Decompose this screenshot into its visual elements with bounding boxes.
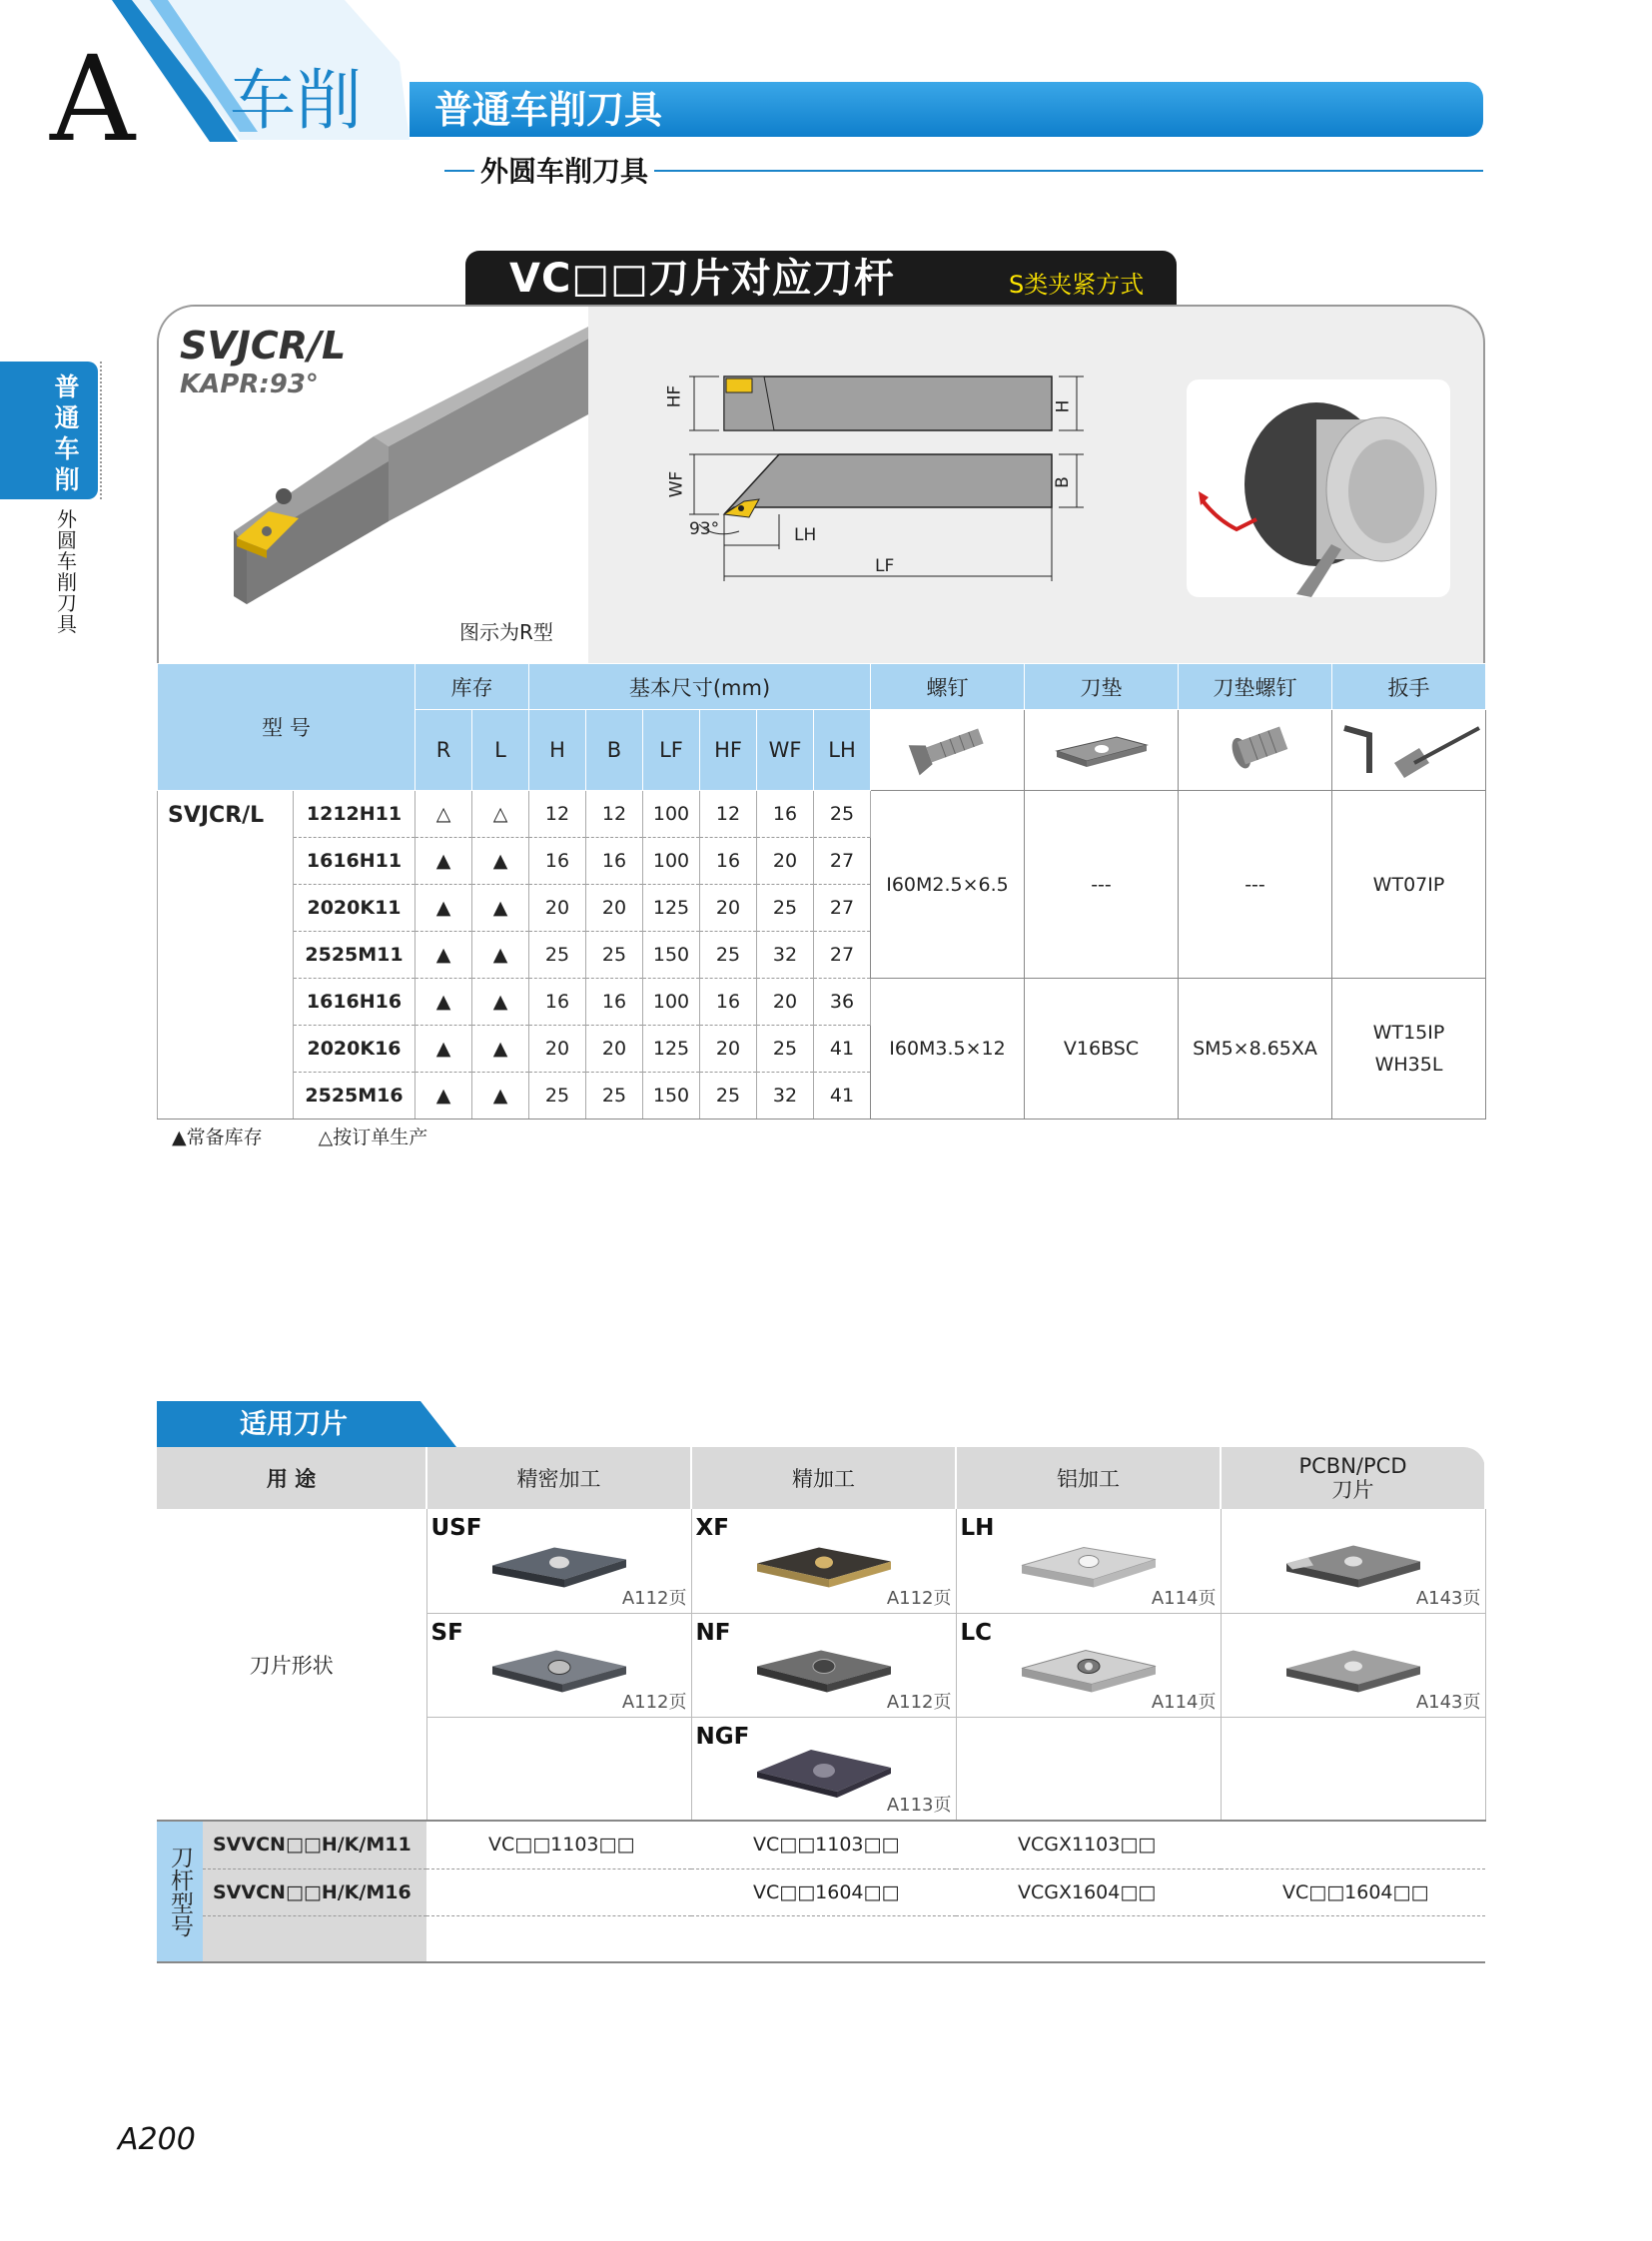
dim-b: B	[1052, 476, 1073, 488]
insert-cell-empty	[426, 1717, 691, 1821]
dim-hf-value: 25	[700, 1073, 757, 1120]
col-lh: LH	[814, 710, 871, 791]
head-shim-screw: 刀垫螺钉	[1179, 664, 1332, 710]
dim-wf-value: 20	[757, 838, 814, 885]
holder-m16-finishing: VC□□1604□□	[691, 1868, 956, 1915]
insert-cell[interactable]	[426, 1613, 691, 1717]
dim-hf-value: 25	[700, 932, 757, 979]
screw-value: I60M3.5×12	[871, 979, 1025, 1120]
insert-page[interactable]: A114页	[1151, 1587, 1217, 1609]
page-subtitle: 外圆车削刀具	[474, 150, 654, 190]
holder-empty-cell	[426, 1915, 691, 1962]
dim-b-value: 25	[586, 1073, 643, 1120]
dim-wf-value: 16	[757, 791, 814, 838]
model-group: SVJCR/L	[158, 791, 294, 1120]
wrench-image	[1332, 710, 1486, 791]
dim-h-value: 25	[529, 932, 586, 979]
shim-screw-value: SM5×8.65XA	[1179, 979, 1332, 1120]
head-pcbn	[1221, 1447, 1485, 1509]
insert-ngf-image	[749, 1742, 899, 1802]
model-code: 1616H16	[294, 979, 415, 1026]
insert-code: USF	[430, 1515, 482, 1541]
stock-r: ▲	[415, 885, 472, 932]
application-image	[1187, 379, 1450, 597]
dim-lh-value: 41	[814, 1073, 871, 1120]
dim-h-value: 12	[529, 791, 586, 838]
insert-lc-image	[1014, 1640, 1164, 1695]
holder-m11-pcbn	[1221, 1822, 1485, 1868]
dim-wf-value: 25	[757, 1026, 814, 1073]
dim-lh-value: 36	[814, 979, 871, 1026]
wrench-value-1: WT15IP	[1372, 1022, 1445, 1044]
insert-nf-image	[749, 1640, 899, 1695]
stock-l: ▲	[472, 885, 529, 932]
insert-page[interactable]: A114页	[1151, 1691, 1217, 1713]
insert-code: SF	[430, 1619, 463, 1646]
shim-screw-image	[1179, 710, 1332, 791]
insert-xf-image	[749, 1536, 899, 1591]
dim-lh-value: 27	[814, 932, 871, 979]
dim-hf-value: 16	[700, 979, 757, 1026]
model-code: 1212H11	[294, 791, 415, 838]
wrench-value: WT07IP	[1332, 791, 1486, 979]
dim-lh-value: 27	[814, 838, 871, 885]
insert-page[interactable]: A143页	[1415, 1587, 1481, 1609]
insert-code: NF	[695, 1619, 731, 1646]
insert-lh-image	[1014, 1536, 1164, 1591]
head-pcbn-line1: PCBN/PCD	[1298, 1454, 1407, 1478]
holder-m11-aluminum: VCGX1103□□	[956, 1822, 1221, 1868]
stock-l: ▲	[472, 838, 529, 885]
insert-code: LC	[960, 1619, 993, 1646]
model-code: 2525M11	[294, 932, 415, 979]
dim-wf-value: 25	[757, 885, 814, 932]
insert-pcbn-image	[1278, 1536, 1428, 1591]
screw-icon	[898, 718, 998, 778]
dim-b-value: 16	[586, 979, 643, 1026]
holder-empty-cell	[691, 1915, 956, 1962]
col-r: R	[415, 710, 472, 791]
stock-r: ▲	[415, 838, 472, 885]
side-tab-sub-label: 外圆车削刀具	[57, 507, 77, 636]
wrench-value-2: WH35L	[1374, 1054, 1443, 1076]
workpiece-illustration	[1187, 379, 1450, 597]
stock-r: △	[415, 791, 472, 838]
spec-row	[158, 791, 1486, 838]
dim-lf-value: 100	[643, 979, 700, 1026]
insert-cell[interactable]	[956, 1509, 1221, 1613]
model-code: 2020K11	[294, 885, 415, 932]
dim-wf-value: 20	[757, 979, 814, 1026]
head-finishing: 精加工	[691, 1447, 956, 1509]
insert-cell[interactable]	[1221, 1509, 1485, 1613]
insert-cell[interactable]	[956, 1613, 1221, 1717]
insert-page[interactable]: A112页	[621, 1691, 687, 1713]
stock-l: ▲	[472, 932, 529, 979]
stock-r: ▲	[415, 979, 472, 1026]
clamp-type: S类夹紧方式	[1009, 271, 1145, 299]
dim-wf: WF	[666, 470, 687, 498]
screw-value: I60M2.5×6.5	[871, 791, 1025, 979]
dim-angle: 93°	[689, 519, 720, 539]
head-aluminum: 铝加工	[956, 1447, 1221, 1509]
insert-page[interactable]: A143页	[1415, 1691, 1481, 1713]
holder-m11-precision: VC□□1103□□	[426, 1822, 691, 1868]
stock-l: ▲	[472, 979, 529, 1026]
head-model: 型 号	[158, 664, 415, 791]
shim-screw-value: ---	[1179, 791, 1332, 979]
col-b: B	[586, 710, 643, 791]
stock-r: ▲	[415, 1026, 472, 1073]
head-use: 用 途	[157, 1447, 426, 1509]
dim-hf-value: 16	[700, 838, 757, 885]
dim-b-value: 20	[586, 885, 643, 932]
dim-lh-value: 27	[814, 885, 871, 932]
dim-h-value: 20	[529, 1026, 586, 1073]
col-l: L	[472, 710, 529, 791]
insert-cell-empty	[956, 1717, 1221, 1821]
holder-m16-precision	[426, 1868, 691, 1915]
insert-page[interactable]: A113页	[886, 1795, 952, 1816]
insert-code: XF	[695, 1515, 729, 1541]
head-wrench: 扳手	[1332, 664, 1486, 710]
legend-stock: ▲常备库存	[172, 1126, 263, 1148]
insert-cell[interactable]	[691, 1509, 956, 1613]
screw-image	[871, 710, 1025, 791]
shim-value: V16BSC	[1025, 979, 1179, 1120]
insert-cell[interactable]	[426, 1509, 691, 1613]
dim-lf-value: 150	[643, 1073, 700, 1120]
dim-lh: LH	[794, 525, 817, 545]
insert-page[interactable]: A112页	[886, 1587, 952, 1609]
insert-code: NGF	[695, 1723, 750, 1750]
col-lf: LF	[643, 710, 700, 791]
holder-model: SVJCR/L	[180, 324, 347, 368]
page-title: 普通车削刀具	[434, 88, 663, 132]
holder-m11-finishing: VC□□1103□□	[691, 1822, 956, 1868]
model-code: 1616H11	[294, 838, 415, 885]
section-letter: A	[50, 30, 136, 168]
dim-b-value: 20	[586, 1026, 643, 1073]
insert-page[interactable]: A112页	[621, 1587, 687, 1609]
dim-h: H	[1053, 399, 1074, 413]
holder-table	[157, 1822, 1485, 1963]
approach-angle: KAPR:93°	[180, 370, 319, 399]
col-hf: HF	[700, 710, 757, 791]
dim-b-value: 12	[586, 791, 643, 838]
shim-screw-icon	[1206, 718, 1305, 778]
head-dims: 基本尺寸(mm)	[529, 664, 871, 710]
col-wf: WF	[757, 710, 814, 791]
insert-usf-image	[484, 1536, 634, 1591]
stock-l: △	[472, 791, 529, 838]
figure-note: 图示为R型	[459, 620, 553, 644]
insert-sf-image	[484, 1640, 634, 1695]
insert-pcbn-image	[1278, 1640, 1428, 1695]
dim-h-value: 25	[529, 1073, 586, 1120]
side-tab-divider	[100, 362, 102, 499]
spec-table	[157, 663, 1486, 1120]
head-screw: 螺钉	[871, 664, 1025, 710]
wrench-value	[1332, 979, 1486, 1120]
head-stock: 库存	[415, 664, 529, 710]
holder-m16-aluminum: VCGX1604□□	[956, 1868, 1221, 1915]
shim-image	[1025, 710, 1179, 791]
insert-cell[interactable]	[1221, 1613, 1485, 1717]
holder-model-empty	[203, 1915, 426, 1962]
spec-row	[158, 979, 1486, 1026]
head-shim: 刀垫	[1025, 664, 1179, 710]
model-code: 2020K16	[294, 1026, 415, 1073]
category-title: 车削	[230, 62, 362, 139]
side-tab-label: 普通车削	[54, 373, 80, 494]
stock-legend	[172, 1122, 477, 1149]
stock-r: ▲	[415, 932, 472, 979]
shim-icon	[1047, 723, 1157, 773]
stock-l: ▲	[472, 1026, 529, 1073]
dim-hf: HF	[664, 384, 685, 408]
dim-h-value: 16	[529, 838, 586, 885]
dim-h-value: 20	[529, 885, 586, 932]
dim-lh-value: 41	[814, 1026, 871, 1073]
insert-code: LH	[960, 1515, 995, 1541]
inserts-table	[157, 1447, 1486, 1822]
head-pcbn-line2: 刀片	[1331, 1478, 1374, 1502]
holder-empty-cell	[956, 1915, 1221, 1962]
dim-lf: LF	[875, 556, 895, 576]
stock-l: ▲	[472, 1073, 529, 1120]
dim-hf-value: 12	[700, 791, 757, 838]
dim-lf-value: 100	[643, 838, 700, 885]
wrench-icon	[1334, 713, 1484, 783]
col-h: H	[529, 710, 586, 791]
page-number: A200	[118, 2122, 196, 2157]
holder-model-m16: SVVCN□□H/K/M16	[203, 1868, 426, 1915]
dim-lf-value: 125	[643, 885, 700, 932]
inserts-section-title: 适用刀片	[240, 1409, 348, 1440]
dim-hf-value: 20	[700, 885, 757, 932]
dim-lh-value: 25	[814, 791, 871, 838]
dim-b-value: 25	[586, 932, 643, 979]
insert-cell[interactable]	[691, 1717, 956, 1821]
model-code: 2525M16	[294, 1073, 415, 1120]
holder-label: 刀杆型号	[157, 1822, 203, 1962]
dim-h-value: 16	[529, 979, 586, 1026]
dim-hf-value: 20	[700, 1026, 757, 1073]
shim-value: ---	[1025, 791, 1179, 979]
holder-model-m11: SVVCN□□H/K/M11	[203, 1822, 426, 1868]
legend-order: △按订单生产	[318, 1126, 428, 1148]
section-title: VC□□刀片对应刀杆	[509, 256, 895, 302]
insert-cell[interactable]	[691, 1613, 956, 1717]
stock-r: ▲	[415, 1073, 472, 1120]
insert-page[interactable]: A112页	[886, 1691, 952, 1713]
dim-lf-value: 125	[643, 1026, 700, 1073]
insert-cell-empty	[1221, 1717, 1485, 1821]
dim-lf-value: 150	[643, 932, 700, 979]
head-precision: 精密加工	[426, 1447, 691, 1509]
shape-label: 刀片形状	[157, 1509, 426, 1821]
dim-lf-value: 100	[643, 791, 700, 838]
dim-b-value: 16	[586, 838, 643, 885]
dim-wf-value: 32	[757, 1073, 814, 1120]
holder-empty-cell	[1221, 1915, 1485, 1962]
dim-wf-value: 32	[757, 932, 814, 979]
holder-m16-pcbn: VC□□1604□□	[1221, 1868, 1485, 1915]
